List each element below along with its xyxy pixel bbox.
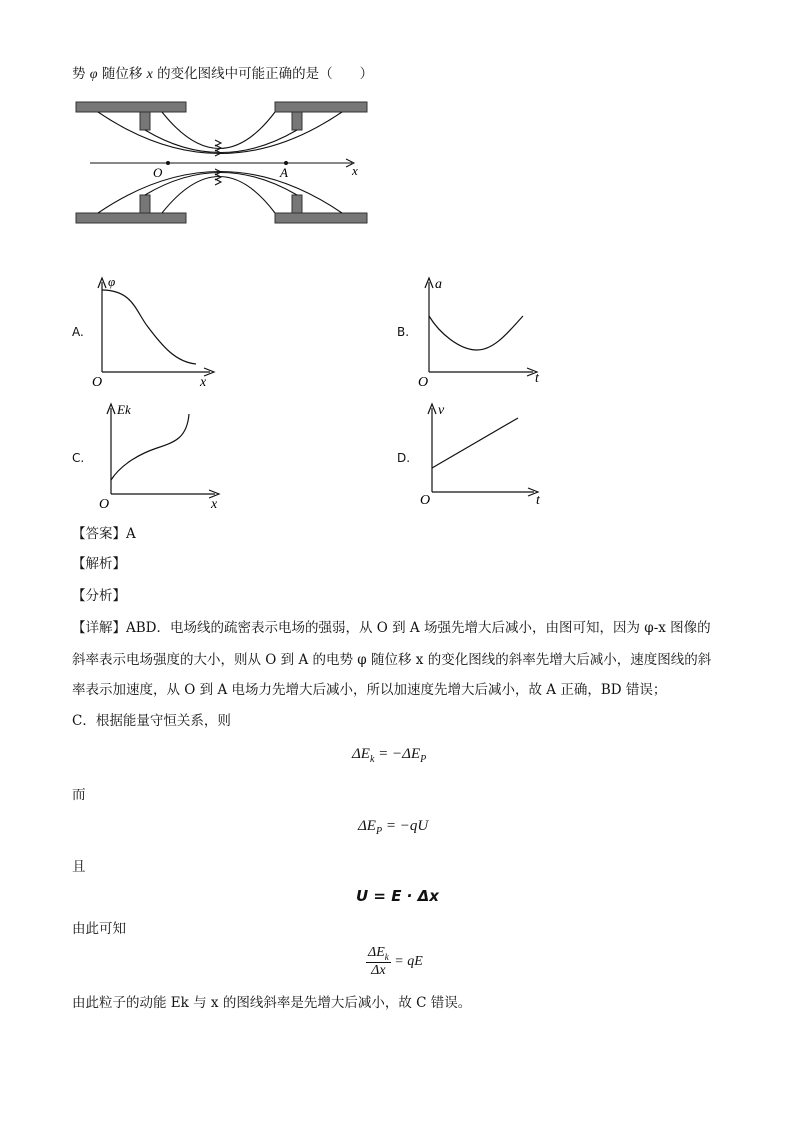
- equation-3: U = E · Δx: [356, 887, 439, 905]
- eq2-lhs: ΔE: [358, 818, 376, 834]
- detail-text-1: ABD．电场线的疏密表示电场的强弱，从 O 到 A 场强先增大后减小，由图可知，因为 φ-x 图像的: [126, 620, 711, 636]
- eq2-lhs-sub: P: [375, 826, 383, 837]
- stem-mid: 随位移: [97, 66, 147, 82]
- a-curve: [429, 316, 523, 350]
- option-A-letter: A.: [72, 325, 84, 339]
- y-label: Ek: [117, 402, 131, 417]
- v-line: [432, 418, 518, 468]
- bottom-left-plate: [76, 213, 186, 223]
- point-O: [166, 161, 170, 165]
- word-qie: 且: [72, 859, 86, 875]
- bottom-right-plate: [275, 213, 367, 223]
- detail-line-2: 斜率表示电场强度的大小，则从 O 到 A 的电势 φ 随位移 x 的变化图线的斜率先增大后减小，速度图线的斜: [72, 652, 712, 668]
- ek-curve: [111, 414, 189, 480]
- question-stem: [72, 64, 373, 85]
- analysis-tag: 【解析】: [72, 556, 126, 572]
- label-A: A: [280, 165, 288, 180]
- origin-label: O: [418, 375, 429, 390]
- option-D-letter: D.: [397, 451, 411, 465]
- detail-line-4: C．根据能量守恒关系，则: [72, 713, 231, 729]
- fenxi-tag: 【分析】: [72, 588, 126, 604]
- option-A-graph: [88, 272, 228, 390]
- stem-prefix: 势: [72, 66, 90, 82]
- top-right-plate: [275, 102, 367, 112]
- x-label: x: [200, 375, 207, 390]
- eq1-mid: = −ΔE: [374, 746, 421, 762]
- x-label: x: [211, 497, 218, 512]
- y-label: a: [435, 277, 442, 292]
- answer-value: A: [126, 526, 136, 542]
- answer-line: [72, 519, 732, 549]
- x-label: t: [535, 371, 539, 386]
- eq1-lhs-sub: k: [369, 754, 375, 765]
- bottom-right-tab: [292, 195, 302, 213]
- detail-line-3: 率表示加速度，从 O 到 A 电场力先增大后减小，所以加速度先增大后减小，故 A 正确，BD 错误；: [72, 682, 667, 698]
- label-x: x: [352, 163, 358, 178]
- answer-tag: 【答案】: [72, 526, 126, 542]
- word-youci: 由此可知: [72, 921, 126, 937]
- option-B-letter: B.: [397, 325, 410, 339]
- option-D-graph: [418, 398, 553, 516]
- option-C-letter: C.: [72, 451, 85, 465]
- y-label: φ: [108, 274, 116, 289]
- y-label: v: [438, 403, 445, 418]
- eq4-num-sub: k: [384, 951, 389, 962]
- option-C-graph: [97, 398, 232, 516]
- label-O: O: [153, 165, 163, 180]
- eq4-denominator: Δx: [371, 962, 386, 978]
- top-left-tab: [140, 112, 150, 130]
- detail-line-1: [72, 613, 732, 643]
- origin-label: O: [420, 493, 431, 508]
- detail-tag: 【详解】: [72, 620, 126, 636]
- eq1-rhs-sub: P: [420, 754, 427, 765]
- top-right-tab: [292, 112, 302, 130]
- stem-phi: φ: [89, 67, 98, 82]
- equation-4: [366, 945, 423, 979]
- word-er: 而: [72, 787, 86, 803]
- stem-suffix: 的变化图线中可能正确的是（ ）: [152, 66, 374, 82]
- eq4-numerator: [366, 945, 391, 963]
- top-left-plate: [76, 102, 186, 112]
- equation-2: [358, 818, 428, 837]
- origin-label: O: [92, 375, 103, 390]
- x-label: t: [536, 493, 540, 508]
- phi-curve: [102, 290, 196, 364]
- conclusion: 由此粒子的动能 Ek 与 x 的图线斜率是先增大后减小，故 C 错误。: [72, 995, 472, 1011]
- eq1-lhs: ΔE: [352, 746, 370, 762]
- option-B-graph: [415, 272, 550, 390]
- eq4-num: ΔE: [368, 945, 385, 960]
- field-line-figure: [70, 95, 370, 230]
- eq4-rhs: = qE: [394, 953, 423, 969]
- origin-label: O: [99, 497, 110, 512]
- equation-1: [352, 746, 426, 765]
- bottom-left-tab: [140, 195, 150, 213]
- eq4-fraction: [366, 945, 391, 979]
- eq2-rhs: = −qU: [382, 818, 429, 834]
- stem-x: x: [146, 67, 153, 82]
